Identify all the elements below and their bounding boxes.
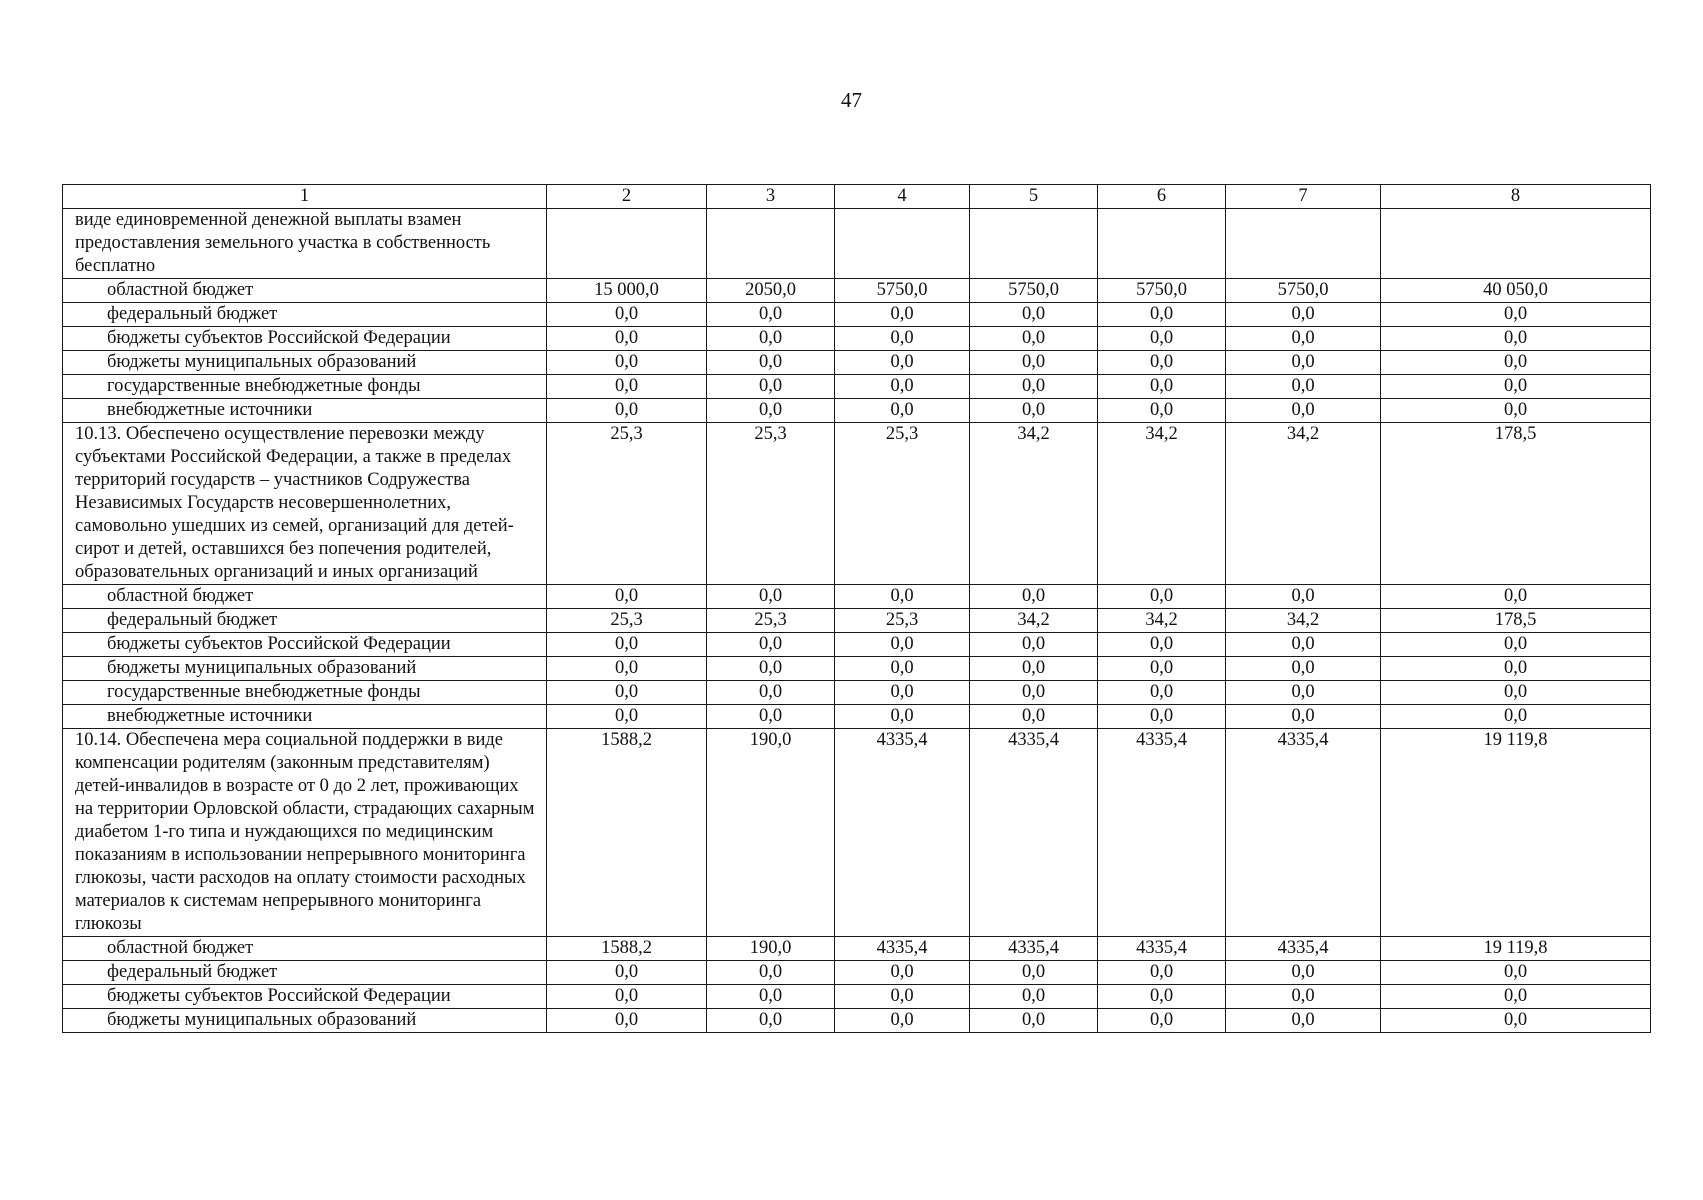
value-cell: 0,0 (835, 399, 970, 423)
value-cell: 25,3 (707, 423, 835, 585)
value-cell: 0,0 (1226, 657, 1381, 681)
value-cell: 4335,4 (835, 729, 970, 937)
value-cell: 0,0 (970, 985, 1098, 1009)
value-cell: 0,0 (547, 399, 707, 423)
value-cell: 0,0 (707, 1009, 835, 1033)
value-cell: 0,0 (1226, 303, 1381, 327)
measure-description: 10.13. Обеспечено осуществление перевозки между субъектами Российской Федерации, а также в пределах территорий государств – участников Содружества Независимых Государств несовершеннолетних, самовольно ушедших из семей, организаций для детей-сирот и детей, оставшихся без попечения родителей, образовательных организаций и иных организаций (63, 423, 547, 585)
value-cell: 0,0 (1098, 681, 1226, 705)
value-cell: 0,0 (547, 985, 707, 1009)
value-cell: 0,0 (970, 681, 1098, 705)
value-cell: 0,0 (970, 633, 1098, 657)
value-cell (1226, 209, 1381, 279)
value-cell: 4335,4 (1226, 937, 1381, 961)
value-cell: 0,0 (707, 303, 835, 327)
funding-source-row (63, 351, 1651, 375)
funding-source-row (63, 985, 1651, 1009)
value-cell: 0,0 (1381, 375, 1651, 399)
value-cell: 0,0 (707, 351, 835, 375)
value-cell: 0,0 (1226, 961, 1381, 985)
value-cell: 0,0 (707, 985, 835, 1009)
value-cell: 0,0 (547, 681, 707, 705)
funding-source-row (63, 399, 1651, 423)
value-cell: 0,0 (835, 303, 970, 327)
value-cell: 0,0 (970, 657, 1098, 681)
value-cell: 25,3 (547, 423, 707, 585)
value-cell: 0,0 (1226, 705, 1381, 729)
funding-source-row (63, 375, 1651, 399)
value-cell: 0,0 (1381, 303, 1651, 327)
value-cell: 0,0 (1381, 705, 1651, 729)
value-cell: 0,0 (1226, 985, 1381, 1009)
value-cell: 5750,0 (1098, 279, 1226, 303)
value-cell (970, 209, 1098, 279)
funding-source-label: бюджеты муниципальных образований (63, 657, 547, 681)
value-cell: 25,3 (707, 609, 835, 633)
funding-source-label: федеральный бюджет (63, 303, 547, 327)
value-cell: 0,0 (1381, 585, 1651, 609)
header-row (63, 185, 1651, 209)
value-cell: 1588,2 (547, 729, 707, 937)
value-cell: 0,0 (547, 1009, 707, 1033)
value-cell: 0,0 (1226, 399, 1381, 423)
value-cell: 1588,2 (547, 937, 707, 961)
value-cell: 0,0 (1098, 633, 1226, 657)
value-cell: 0,0 (1098, 303, 1226, 327)
funding-source-row (63, 327, 1651, 351)
table-body (63, 185, 1651, 1033)
value-cell: 0,0 (970, 399, 1098, 423)
value-cell: 0,0 (1226, 375, 1381, 399)
value-cell: 0,0 (1098, 327, 1226, 351)
funding-source-row (63, 279, 1651, 303)
value-cell: 0,0 (1098, 657, 1226, 681)
value-cell: 0,0 (1381, 1009, 1651, 1033)
funding-source-row (63, 657, 1651, 681)
funding-source-label: государственные внебюджетные фонды (63, 681, 547, 705)
value-cell: 0,0 (1381, 961, 1651, 985)
value-cell: 4335,4 (970, 937, 1098, 961)
funding-source-row (63, 585, 1651, 609)
value-cell: 0,0 (547, 351, 707, 375)
funding-source-row (63, 303, 1651, 327)
funding-source-label: бюджеты субъектов Российской Федерации (63, 633, 547, 657)
value-cell: 0,0 (707, 633, 835, 657)
value-cell: 0,0 (1381, 327, 1651, 351)
value-cell: 0,0 (835, 681, 970, 705)
measure-row (63, 209, 1651, 279)
value-cell: 0,0 (707, 399, 835, 423)
funding-source-row (63, 961, 1651, 985)
value-cell: 0,0 (1381, 351, 1651, 375)
value-cell: 0,0 (1098, 705, 1226, 729)
value-cell (1381, 209, 1651, 279)
value-cell: 5750,0 (1226, 279, 1381, 303)
value-cell: 0,0 (707, 961, 835, 985)
value-cell: 19 119,8 (1381, 937, 1651, 961)
funding-source-label: бюджеты субъектов Российской Федерации (63, 327, 547, 351)
value-cell: 0,0 (835, 705, 970, 729)
measure-row (63, 423, 1651, 585)
value-cell (707, 209, 835, 279)
value-cell: 0,0 (835, 351, 970, 375)
value-cell: 0,0 (970, 961, 1098, 985)
value-cell: 0,0 (1381, 681, 1651, 705)
header-cell: 5 (970, 185, 1098, 209)
value-cell: 0,0 (707, 327, 835, 351)
value-cell: 34,2 (970, 423, 1098, 585)
value-cell: 0,0 (707, 585, 835, 609)
value-cell: 0,0 (1226, 1009, 1381, 1033)
value-cell: 0,0 (835, 327, 970, 351)
value-cell: 178,5 (1381, 609, 1651, 633)
value-cell: 0,0 (547, 705, 707, 729)
value-cell: 5750,0 (835, 279, 970, 303)
page-number: 47 (841, 88, 862, 112)
value-cell: 0,0 (547, 327, 707, 351)
funding-source-label: бюджеты муниципальных образований (63, 1009, 547, 1033)
value-cell: 4335,4 (1098, 937, 1226, 961)
value-cell: 190,0 (707, 937, 835, 961)
value-cell: 0,0 (1098, 375, 1226, 399)
value-cell: 40 050,0 (1381, 279, 1651, 303)
value-cell: 4335,4 (835, 937, 970, 961)
value-cell: 5750,0 (970, 279, 1098, 303)
value-cell: 4335,4 (1226, 729, 1381, 937)
value-cell: 0,0 (547, 633, 707, 657)
funding-source-row (63, 633, 1651, 657)
header-cell: 6 (1098, 185, 1226, 209)
value-cell: 0,0 (1098, 351, 1226, 375)
value-cell: 0,0 (1226, 681, 1381, 705)
value-cell: 0,0 (970, 1009, 1098, 1033)
funding-source-label: бюджеты муниципальных образований (63, 351, 547, 375)
funding-source-label: областной бюджет (63, 585, 547, 609)
value-cell: 0,0 (835, 633, 970, 657)
value-cell: 0,0 (835, 657, 970, 681)
value-cell: 2050,0 (707, 279, 835, 303)
value-cell: 0,0 (707, 681, 835, 705)
value-cell: 190,0 (707, 729, 835, 937)
value-cell: 34,2 (1098, 609, 1226, 633)
value-cell: 34,2 (1226, 423, 1381, 585)
value-cell: 0,0 (1098, 1009, 1226, 1033)
value-cell: 0,0 (1226, 633, 1381, 657)
value-cell: 0,0 (970, 351, 1098, 375)
value-cell: 25,3 (835, 609, 970, 633)
value-cell: 34,2 (970, 609, 1098, 633)
value-cell: 34,2 (1098, 423, 1226, 585)
value-cell: 0,0 (547, 375, 707, 399)
value-cell: 0,0 (1381, 657, 1651, 681)
header-cell: 1 (63, 185, 547, 209)
value-cell: 0,0 (547, 303, 707, 327)
value-cell: 0,0 (547, 657, 707, 681)
value-cell: 0,0 (547, 961, 707, 985)
value-cell: 0,0 (1098, 399, 1226, 423)
header-cell: 4 (835, 185, 970, 209)
value-cell (1098, 209, 1226, 279)
value-cell (547, 209, 707, 279)
value-cell: 25,3 (547, 609, 707, 633)
value-cell: 0,0 (1098, 985, 1226, 1009)
value-cell: 0,0 (1226, 327, 1381, 351)
funding-source-row (63, 1009, 1651, 1033)
value-cell: 0,0 (970, 375, 1098, 399)
value-cell: 0,0 (707, 657, 835, 681)
header-cell: 8 (1381, 185, 1651, 209)
value-cell: 0,0 (835, 961, 970, 985)
funding-source-label: федеральный бюджет (63, 609, 547, 633)
value-cell: 0,0 (1098, 961, 1226, 985)
funding-source-row (63, 681, 1651, 705)
value-cell: 0,0 (970, 705, 1098, 729)
measure-description: 10.14. Обеспечена мера социальной поддержки в виде компенсации родителям (законным представителям) детей-инвалидов в возрасте от 0 до 2 лет, проживающих на территории Орловской области, страдающих сахарным диабетом 1-го типа и нуждающихся по медицинским показаниям в использовании непрерывного мониторинга глюкозы, части расходов на оплату стоимости расходных материалов к системам непрерывного мониторинга глюкозы (63, 729, 547, 937)
value-cell: 0,0 (970, 585, 1098, 609)
value-cell: 4335,4 (1098, 729, 1226, 937)
header-cell: 7 (1226, 185, 1381, 209)
value-cell: 0,0 (1098, 585, 1226, 609)
funding-source-label: областной бюджет (63, 937, 547, 961)
value-cell: 0,0 (835, 1009, 970, 1033)
value-cell: 0,0 (1226, 351, 1381, 375)
value-cell: 15 000,0 (547, 279, 707, 303)
funding-source-row (63, 609, 1651, 633)
value-cell: 0,0 (547, 585, 707, 609)
value-cell: 0,0 (835, 585, 970, 609)
value-cell: 0,0 (707, 705, 835, 729)
funding-source-label: государственные внебюджетные фонды (63, 375, 547, 399)
header-cell: 2 (547, 185, 707, 209)
value-cell: 0,0 (1381, 633, 1651, 657)
value-cell: 0,0 (970, 303, 1098, 327)
funding-source-label: бюджеты субъектов Российской Федерации (63, 985, 547, 1009)
value-cell: 0,0 (970, 327, 1098, 351)
value-cell: 0,0 (707, 375, 835, 399)
value-cell: 4335,4 (970, 729, 1098, 937)
funding-source-row (63, 705, 1651, 729)
funding-source-label: внебюджетные источники (63, 399, 547, 423)
funding-source-row (63, 937, 1651, 961)
funding-source-label: федеральный бюджет (63, 961, 547, 985)
value-cell: 25,3 (835, 423, 970, 585)
measure-description: виде единовременной денежной выплаты взамен предоставления земельного участка в собственность бесплатно (63, 209, 547, 279)
value-cell: 0,0 (1381, 399, 1651, 423)
value-cell: 0,0 (1226, 585, 1381, 609)
measure-row (63, 729, 1651, 937)
funding-source-label: внебюджетные источники (63, 705, 547, 729)
value-cell: 19 119,8 (1381, 729, 1651, 937)
value-cell (835, 209, 970, 279)
header-cell: 3 (707, 185, 835, 209)
value-cell: 0,0 (835, 985, 970, 1009)
value-cell: 0,0 (1381, 985, 1651, 1009)
value-cell: 0,0 (835, 375, 970, 399)
budget-table (62, 184, 1651, 1033)
value-cell: 34,2 (1226, 609, 1381, 633)
value-cell: 178,5 (1381, 423, 1651, 585)
funding-source-label: областной бюджет (63, 279, 547, 303)
